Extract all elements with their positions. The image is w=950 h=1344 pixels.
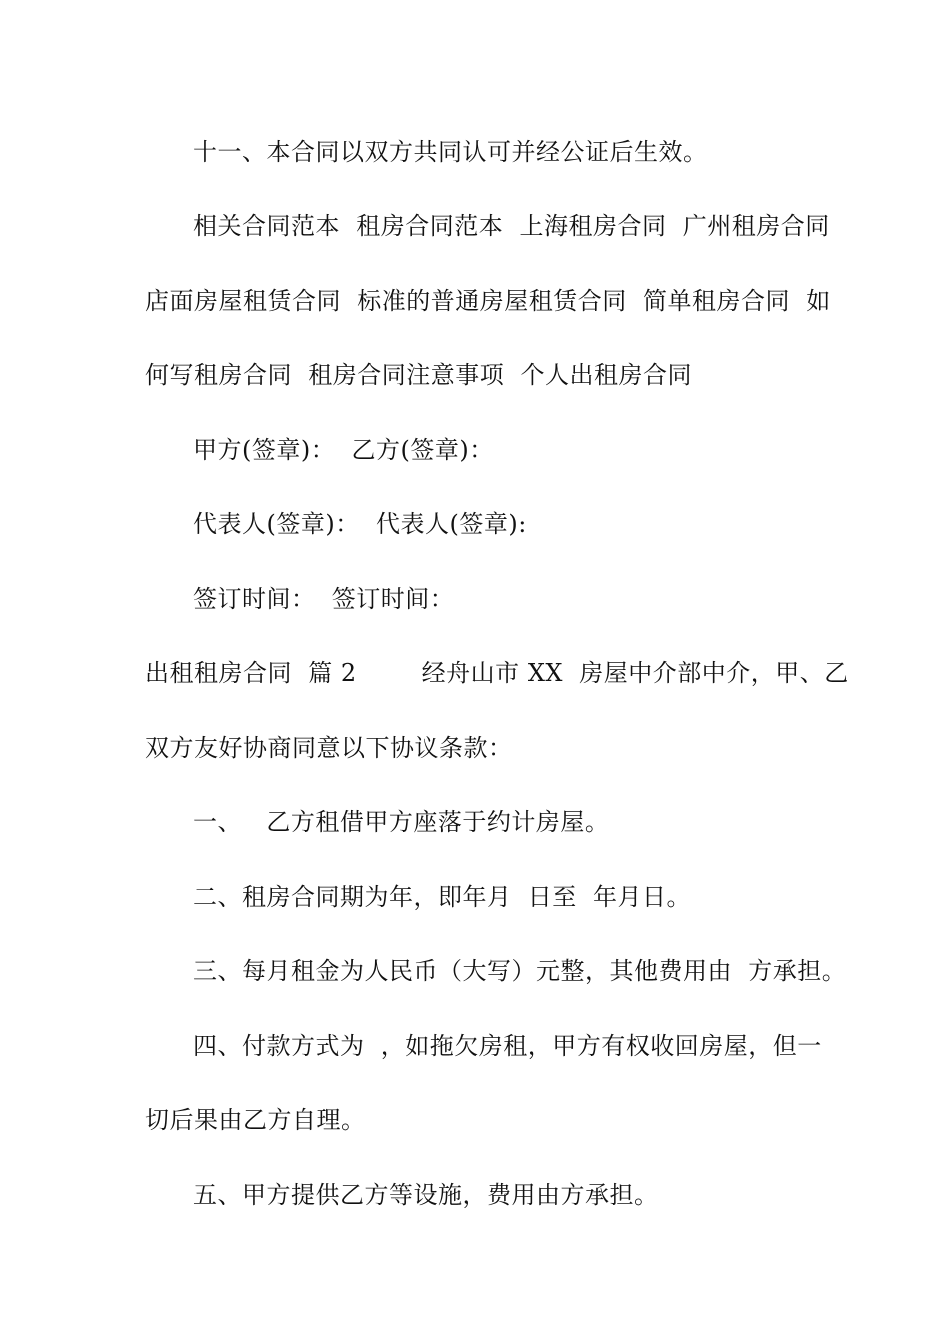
clause-2: 二、租房合同期为年，即年月 日至 年月日。 [193,883,692,911]
related-templates-line-2: 店面房屋租赁合同 标准的普通房屋租赁合同 简单租房合同 如 [145,287,831,315]
clause-1: 一、 乙方租借甲方座落于约计房屋。 [193,808,610,836]
clause-4-line-2: 切后果由乙方自理。 [145,1106,366,1134]
related-templates-line-3: 何写租房合同 租房合同注意事项 个人出租房合同 [145,361,693,389]
signing-date-line: 签订时间： 签订时间： [193,585,455,613]
contract-2-intro: 双方友好协商同意以下协议条款： [145,734,513,762]
signature-representative-line: 代表人(签章)： 代表人(签章): [193,510,527,538]
related-templates-line-1: 相关合同范本 租房合同范本 上海租房合同 广州租房合同 [193,212,830,240]
clause-3: 三、每月租金为人民币（大写）元整，其他费用由 方承担。 [193,957,847,985]
clause-4-line-1: 四、付款方式为 ，如拖欠房租，甲方有权收回房屋，但一 [193,1032,822,1060]
signature-party-line: 甲方(签章)： 乙方(签章)： [193,436,494,464]
contract-2-heading: 出租租房合同 篇 2 经舟山市 XX 房屋中介部中介，甲、乙 [145,659,849,687]
clause-11: 十一、本合同以双方共同认可并经公证后生效。 [193,138,708,166]
clause-5: 五、甲方提供乙方等设施，费用由方承担。 [193,1181,659,1209]
